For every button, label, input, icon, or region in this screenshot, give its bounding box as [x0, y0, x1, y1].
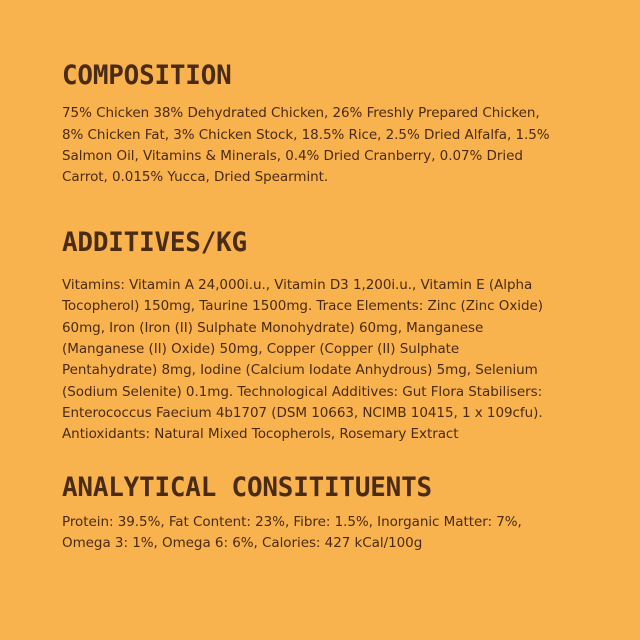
section-additives [62, 226, 580, 446]
section-analytical-constituents [62, 471, 580, 555]
section-composition [62, 62, 580, 189]
analytical-constituents-text: Protein: 39.5%, Fat Content: 23%, Fibre: 1.5%, Inorganic Matter: 7%, Omega 3: 1%, Omega 6: 6%, Calories: 427 kCal/100g [62, 513, 522, 552]
additives-heading: ADDITIVES/KG [62, 226, 247, 258]
composition-heading: COMPOSITION [62, 60, 232, 91]
composition-text: 75% Chicken 38% Dehydrated Chicken, 26% Freshly Prepared Chicken, 8% Chicken Fat, 3% Chicken Stock, 18.5% Rice, 2.5% Dried Alfalfa, 1.5% Salmon Oil, Vitamins & Minerals, 0.4% Dried Cranberry, 0.07% Dried Carrot, 0.015% Yucca, Dried Spearmint. [62, 105, 550, 186]
analytical-constituents-heading: ANALYTICAL CONSITITUENTS [62, 471, 432, 503]
additives-text: Vitamins: Vitamin A 24,000i.u., Vitamin D3 1,200i.u., Vitamin E (Alpha Tocopherol) 150mg, Taurine 1500mg. Trace Elements: Zinc (Zinc Oxide) 60mg, Iron (Iron (II) Sulphate Monohydrate) 60mg, Manganese (Manganese (II) Oxide) 50mg, Copper (Copper (II) Sulphate Pentahydrate) 8mg, Iodine (Calcium Iodate Anhydrous) 5mg, Selenium (Sodium Selenite) 0.1mg. Technological Additives: Gut Flora Stabilisers: Enterococcus Faecium 4b1707 (DSM 10663, NCIMB 10415, 1 x 109cfu). Antioxidants: Natural Mixed Tocopherols, Rosemary Extract [62, 277, 543, 443]
